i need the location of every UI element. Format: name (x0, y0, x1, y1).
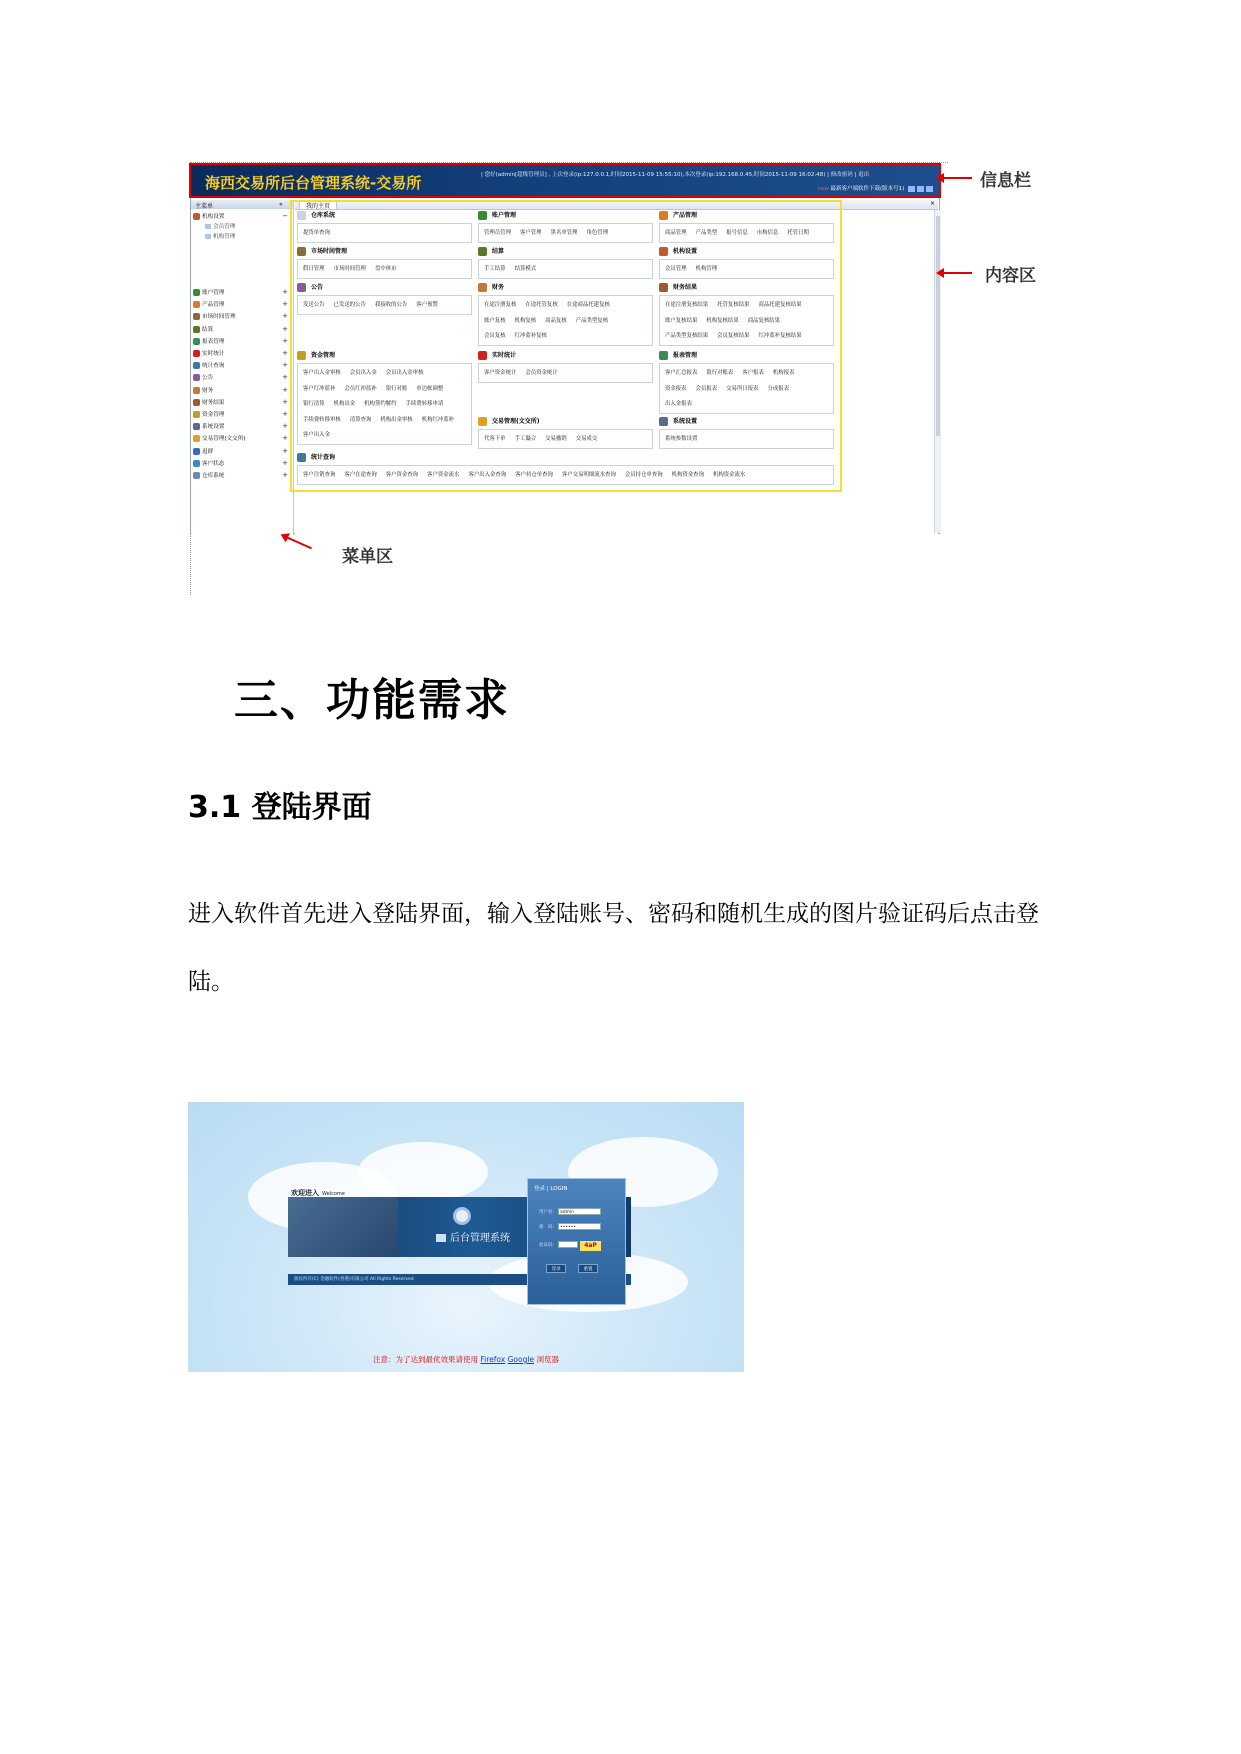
function-link[interactable]: 在途注册复核结果 (665, 302, 709, 308)
backend-screenshot-figure (190, 162, 1036, 595)
browser-note (188, 1354, 744, 1365)
menu-item-icon (193, 338, 200, 345)
function-link[interactable]: 客户出入金 (303, 432, 330, 438)
expand-icon[interactable]: + (282, 471, 288, 479)
welcome-en: Welcome (322, 1191, 345, 1197)
function-link[interactable]: 管理员管理 (484, 230, 511, 236)
function-link[interactable]: 客户在途查询 (344, 472, 377, 478)
menu-item-label: 财务结果 (202, 399, 225, 406)
menu-item-label: 退群 (202, 448, 214, 455)
menu-item[interactable] (193, 373, 291, 383)
function-link[interactable]: 客户报表 (742, 370, 764, 376)
content-scrollbar[interactable] (934, 210, 941, 533)
menu-item-icon (193, 289, 200, 296)
menu-area-arrow (286, 536, 312, 549)
menu-sub-item[interactable] (205, 222, 303, 232)
function-link[interactable]: 机构复核结果 (706, 317, 739, 324)
function-link[interactable]: 发送公告 (303, 302, 325, 308)
function-link[interactable]: 黑名单管理 (550, 230, 578, 236)
menu-item-icon (193, 411, 200, 418)
section-title: 报表管理 (673, 352, 698, 359)
function-link[interactable]: 机构管理 (695, 266, 718, 272)
menu-item[interactable] (193, 349, 291, 359)
welcome-label: 欢迎进入 (291, 1189, 319, 1197)
function-link[interactable]: 机构复核 (514, 317, 537, 324)
menu-item-label: 市场时间管理 (202, 314, 236, 321)
function-link[interactable]: 产品类型复核 (575, 317, 609, 324)
expand-icon[interactable]: + (282, 312, 288, 321)
subsection-heading: 3.1 登陆界面 (188, 790, 372, 825)
client-download-link[interactable]: 最新客户端软件下载(版本号1) (830, 186, 905, 192)
menu-item-icon (193, 460, 200, 467)
function-link[interactable]: 代客下单 (484, 436, 506, 442)
function-link[interactable]: 客户资金统计 (484, 370, 517, 376)
function-link[interactable]: 托管日期 (787, 230, 809, 236)
function-link[interactable]: 出入金报表 (665, 401, 692, 407)
info-bar-arrow (942, 177, 972, 179)
password-label: 密 码: (539, 1225, 555, 1230)
menu-item-icon (193, 213, 200, 220)
menu-item-label: 公告 (202, 375, 214, 382)
function-link[interactable]: 手工结算 (484, 266, 506, 272)
function-link[interactable]: 盘中休市 (374, 266, 397, 272)
function-link[interactable]: 会员报表 (695, 385, 718, 392)
menu-item-icon (193, 301, 200, 308)
new-badge: new (817, 186, 829, 192)
section-title: 账户管理 (492, 212, 517, 219)
function-link[interactable]: 手工撮合 (514, 436, 537, 442)
function-link[interactable]: 客户持仓单查询 (515, 472, 553, 478)
menu-item[interactable] (193, 361, 291, 371)
section-title: 产品管理 (673, 212, 698, 219)
function-link[interactable]: 已发送的公告 (333, 302, 366, 308)
function-link[interactable]: 客户资金查询 (385, 472, 419, 478)
menu-item-label: 产品管理 (202, 302, 225, 309)
function-link[interactable]: 交易所日报表 (726, 385, 759, 392)
password-input[interactable]: •••••• (558, 1223, 601, 1230)
note-suffix: 浏览器 (536, 1355, 559, 1364)
function-link[interactable]: 账户复核结果 (665, 317, 698, 324)
menu-item[interactable] (193, 325, 291, 335)
system-name (436, 1229, 510, 1244)
menu-sub-item-label: 机构管理 (213, 234, 236, 240)
info-bar-highlight (189, 163, 941, 198)
expand-icon[interactable]: + (282, 397, 288, 406)
login-button[interactable]: 登录 (546, 1264, 566, 1273)
function-link[interactable]: 商品托建复核结果 (758, 302, 802, 308)
function-link[interactable]: 商品复核结果 (747, 317, 781, 324)
google-link[interactable]: Google (507, 1355, 535, 1364)
function-link[interactable]: 机构报表 (772, 370, 795, 376)
section-title: 结算 (492, 248, 505, 255)
section-heading: 三、功能需求 (234, 675, 510, 726)
function-link[interactable]: 资金报表 (665, 385, 687, 392)
expand-icon[interactable]: + (282, 361, 288, 370)
menu-item[interactable] (193, 398, 291, 408)
function-link[interactable]: 客户预警 (416, 302, 438, 308)
section-title: 交易管理(文交所) (492, 418, 540, 425)
captcha-label: 验证码: (539, 1243, 555, 1248)
expand-icon[interactable]: + (282, 324, 288, 333)
function-link[interactable]: 托管复核结果 (717, 302, 750, 308)
menu-item-icon (193, 448, 200, 455)
monitor-icon (436, 1234, 446, 1242)
section-title: 市场时间管理 (311, 248, 348, 255)
function-link[interactable]: 在途注册复核 (484, 302, 517, 308)
collapse-icon[interactable]: − (282, 212, 288, 220)
function-link[interactable]: 客户汇总报表 (665, 370, 698, 376)
menu-item-label: 报表管理 (202, 338, 225, 345)
function-link[interactable]: 机构红冲蓝补 (421, 416, 455, 423)
menu-item-icon (193, 374, 200, 381)
function-link[interactable]: 产品类型复核结果 (665, 333, 709, 339)
menu-item[interactable] (193, 471, 291, 481)
login-screenshot-figure (188, 1102, 744, 1372)
expand-icon[interactable]: + (282, 422, 288, 431)
expand-icon[interactable]: + (282, 349, 288, 357)
copyright-bar: 版权所有(C) 金融软件(香港)有限公司 All Rights Reserved (288, 1274, 631, 1285)
menu-item[interactable] (193, 459, 291, 469)
menu-item-label: 账户管理 (202, 290, 225, 296)
page-icon (205, 224, 211, 229)
menu-item[interactable] (193, 386, 291, 396)
function-link[interactable]: 我接收的公告 (374, 302, 408, 308)
reset-button[interactable]: 重置 (578, 1264, 598, 1273)
expand-icon[interactable]: + (282, 373, 288, 382)
function-link[interactable]: 机构出金 (333, 401, 356, 407)
function-link[interactable]: 市构信息 (756, 230, 779, 236)
menu-item[interactable] (193, 410, 291, 420)
function-link[interactable]: 客户交易明细流水查询 (561, 472, 616, 478)
menu-item[interactable] (193, 447, 291, 457)
tab-close-icon[interactable]: × (929, 200, 935, 207)
menu-item[interactable] (193, 337, 291, 347)
function-link[interactable]: 客户出入金审核 (303, 370, 341, 376)
section-title: 统计查询 (311, 454, 336, 461)
menu-item-label: 实时统计 (202, 351, 225, 357)
username-input[interactable]: admin (558, 1208, 601, 1215)
section-title: 财务结果 (673, 284, 698, 291)
function-link[interactable]: 会员复核 (484, 333, 506, 339)
section-title: 财务 (492, 284, 505, 291)
menu-item-label: 资金管理 (202, 412, 225, 418)
function-link[interactable]: 清算查询 (349, 416, 372, 423)
expand-icon[interactable]: + (282, 458, 288, 467)
function-link[interactable]: 手续费转移审核 (303, 416, 341, 423)
function-link[interactable]: 产品类型 (695, 230, 718, 236)
section-title: 实时统计 (492, 352, 517, 359)
menu-item-icon (193, 423, 200, 430)
menu-item[interactable] (193, 422, 291, 432)
expand-icon[interactable]: + (282, 288, 288, 296)
function-link[interactable]: 在途商品托建复核 (566, 302, 610, 308)
content-area-annotation: 内容区 (985, 266, 1036, 286)
content-area-highlight (290, 200, 842, 492)
function-link[interactable]: 客户红冲蓝补 (303, 385, 336, 392)
function-link[interactable]: 假日管理 (303, 266, 325, 272)
menu-item-icon (193, 387, 200, 394)
menu-item-label: 结算 (202, 326, 214, 333)
menu-collapse-icon[interactable]: « (279, 201, 283, 208)
function-link[interactable]: 会员资金统计 (525, 370, 558, 376)
function-link[interactable]: 会员管理 (665, 266, 687, 272)
function-link[interactable]: 在途托管复核 (525, 302, 558, 308)
function-link[interactable]: 机构资金流水 (712, 472, 746, 478)
function-link[interactable]: 角色管理 (586, 230, 609, 236)
function-link[interactable]: 银行对账表 (706, 370, 734, 376)
menu-item-icon (193, 472, 200, 479)
captcha-image[interactable]: 4aP (580, 1241, 601, 1251)
function-link[interactable]: 会员出入金 (349, 370, 377, 376)
function-link[interactable]: 红冲蓝补复核结果 (758, 333, 802, 339)
menu-item-label: 系统设置 (202, 424, 225, 431)
menu-item-icon (193, 326, 200, 333)
function-link[interactable]: 提货单查询 (303, 230, 330, 236)
login-title: 登录 | LOGIN (534, 1186, 568, 1192)
function-link[interactable]: 账户复核 (484, 317, 506, 324)
logo-icon (453, 1207, 471, 1225)
menu-area-annotation: 菜单区 (342, 547, 393, 567)
function-link[interactable]: 红冲蓝补复核 (514, 333, 547, 339)
section-title: 公告 (311, 284, 324, 291)
system-name-label: 后台管理系统 (450, 1233, 510, 1244)
info-bar-annotation: 信息栏 (980, 171, 1031, 191)
function-link[interactable]: 会员出入金审核 (385, 370, 424, 376)
expand-icon[interactable]: + (282, 336, 288, 345)
function-link[interactable]: 会员红冲蓝补 (344, 385, 377, 392)
function-link[interactable]: 客户管理 (519, 230, 542, 236)
menu-item-icon (193, 350, 200, 357)
menu-item-icon (193, 399, 200, 406)
function-link[interactable]: 交易成交 (575, 436, 598, 442)
function-link[interactable]: 银行对账 (385, 385, 408, 392)
function-link[interactable]: 机构出金审核 (380, 416, 413, 423)
function-link[interactable]: 机构资金查询 (671, 472, 704, 478)
username-label: 用户名: (539, 1210, 555, 1215)
section-title: 资金管理 (311, 352, 336, 359)
main-menu (191, 200, 294, 535)
menu-item-label: 统计查询 (202, 363, 225, 370)
expand-icon[interactable]: + (282, 385, 288, 394)
firefox-link[interactable]: Firefox (480, 1355, 506, 1364)
menu-item-icon (193, 435, 200, 442)
cloud (358, 1142, 488, 1202)
menu-item-label: 机构设置 (202, 214, 225, 220)
function-link[interactable]: 商品管理 (665, 230, 687, 236)
menu-item[interactable] (193, 212, 291, 222)
menu-title: 主菜单 (195, 203, 214, 210)
login-info-text: | 您好(admin[超级管理员] , 上次登录(ip:127.0.0.1,时间2015-11-09 15:55:10),本次登录(ip:192.168.0.45,时间2015-11-09 16:02:48) | 修改密码 | 退出 (481, 172, 870, 178)
menu-item-icon (193, 313, 200, 320)
menu-header (191, 200, 293, 209)
section-title: 系统设置 (673, 418, 698, 425)
expand-icon[interactable]: + (282, 410, 288, 418)
menu-item[interactable] (193, 312, 291, 322)
function-link[interactable]: 单边帐调整 (416, 385, 444, 392)
function-link[interactable]: 机构签约解约 (364, 401, 397, 407)
function-link[interactable]: 系统参数设置 (665, 436, 698, 442)
menu-item-label: 财务 (202, 387, 214, 394)
login-panel (527, 1178, 626, 1305)
function-link[interactable]: 报号信息 (726, 230, 748, 236)
function-link[interactable]: 交易撤销 (545, 436, 567, 442)
expand-icon[interactable]: + (282, 300, 288, 309)
function-link[interactable]: 会员持仓单查询 (624, 472, 663, 478)
expand-icon[interactable]: + (282, 434, 288, 443)
function-link[interactable]: 银行清算 (303, 401, 325, 407)
captcha-input[interactable] (558, 1241, 578, 1248)
menu-item-icon (193, 362, 200, 369)
menu-sub-item-label: 会员管理 (213, 224, 236, 230)
body-paragraph: 进入软件首先进入登陆界面，输入登陆账号、密码和随机生成的图片验证码后点击登陆。 (188, 901, 1039, 995)
books-image (288, 1197, 398, 1257)
function-link[interactable]: 市场时间管理 (333, 266, 366, 272)
page-icon (205, 234, 211, 239)
menu-item[interactable] (193, 300, 291, 310)
expand-icon[interactable]: + (282, 446, 288, 455)
section-title: 仓库系统 (311, 212, 336, 219)
note-prefix: 注意：为了达到最优效果请使用 (373, 1355, 479, 1364)
function-link[interactable]: 商品复核 (545, 317, 567, 324)
function-link[interactable]: 客户出入金查询 (468, 472, 507, 478)
content-area-arrow (942, 272, 972, 274)
function-link[interactable]: 客户资金流水 (427, 472, 460, 478)
scrollbar-thumb[interactable] (936, 216, 940, 436)
menu-item-label: 客户状态 (202, 460, 225, 467)
function-link[interactable]: 结算模式 (514, 266, 537, 272)
function-link[interactable]: 手续费转移申请 (405, 401, 444, 407)
menu-item-label: 交易管理(文交所) (202, 436, 246, 443)
function-link[interactable]: 客户注销查询 (303, 472, 336, 478)
section-title: 机构设置 (673, 248, 698, 255)
system-title: 海西交易所后台管理系统-交易所 (205, 174, 422, 192)
tab-home-label: 我的主页 (306, 203, 331, 210)
function-link[interactable]: 分成报表 (767, 385, 790, 392)
menu-item-label: 仓库系统 (202, 473, 225, 479)
menu-item[interactable] (193, 434, 291, 444)
function-link[interactable]: 会员复核结果 (717, 333, 750, 339)
menu-item[interactable] (193, 288, 291, 298)
menu-sub-item[interactable] (205, 232, 303, 242)
